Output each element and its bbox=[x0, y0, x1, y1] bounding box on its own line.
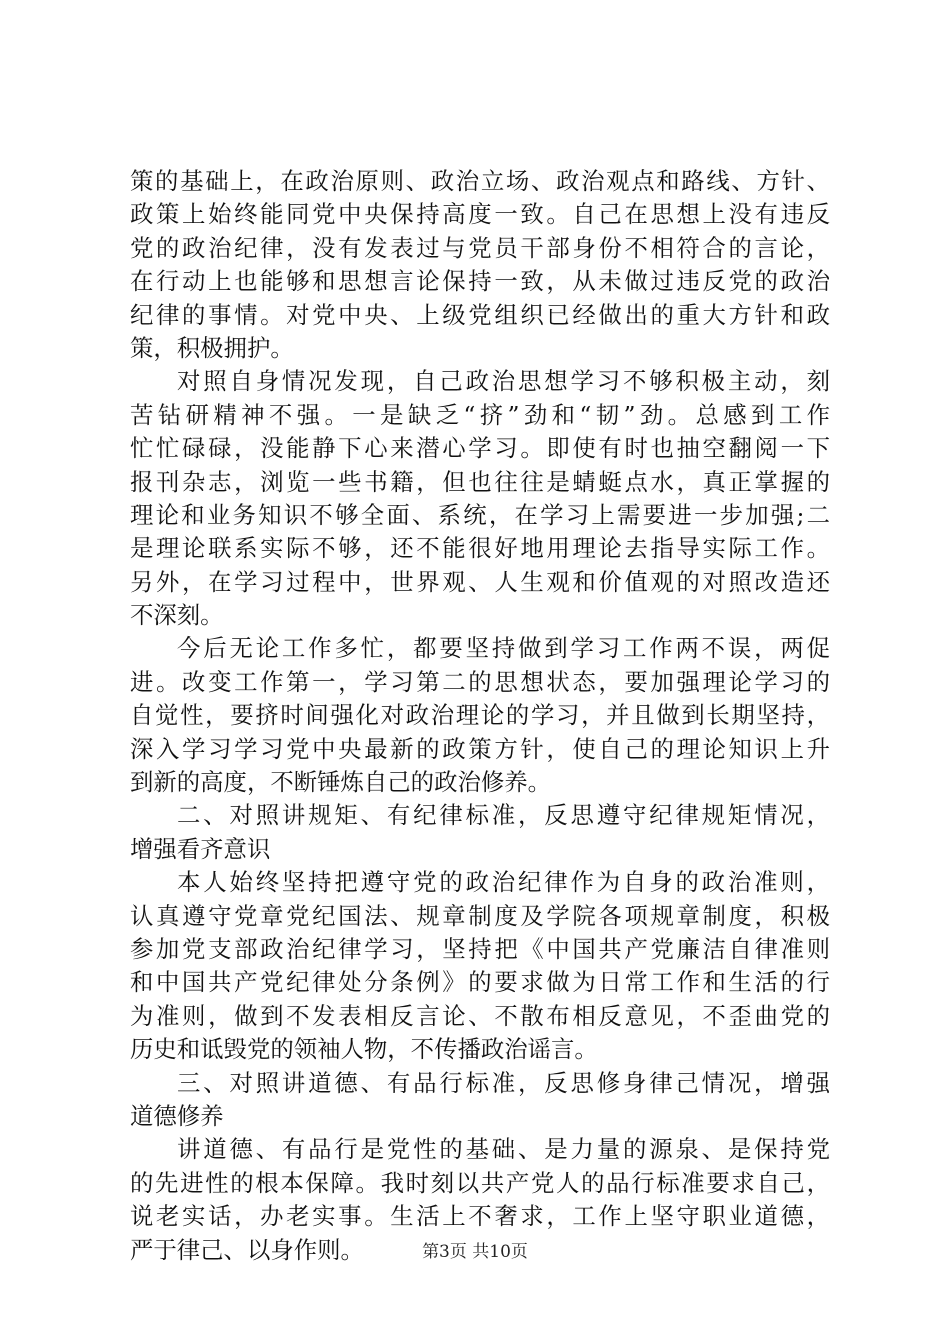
text-line: 策的基础上，在政治原则、政治立场、政治观点和路线、方针、 bbox=[130, 167, 830, 195]
text-line: 到新的高度，不断锤炼自己的政治修养。 bbox=[130, 768, 552, 797]
text-line: 忙忙碌碌，没能静下心来潜心学习。即使有时也抽空翻阅一下 bbox=[130, 434, 830, 463]
text-line: 为准则，做到不发表相反言论、不散布相反意见，不歪曲党的 bbox=[130, 1001, 830, 1030]
text-line: 讲道德、有品行是党性的基础、是力量的源泉、是保持党 bbox=[177, 1135, 830, 1164]
text-line: 今后无论工作多忙，都要坚持做到学习工作两不误，两促 bbox=[177, 634, 830, 663]
text-line: 对照自身情况发现，自己政治思想学习不够积极主动，刻 bbox=[177, 367, 830, 396]
text-line: 在行动上也能够和思想言论保持一致，从未做过违反党的政治 bbox=[130, 267, 830, 296]
text-line: 纪律的事情。对党中央、上级党组织已经做出的重大方针和政 bbox=[130, 300, 830, 329]
text-line: 深入学习学习党中央最新的政策方针，使自己的理论知识上升 bbox=[130, 734, 830, 763]
page-footer: 第3页 共10页 bbox=[422, 1242, 528, 1262]
text-line: 党的政治纪律，没有发表过与党员干部身份不相符合的言论， bbox=[130, 233, 830, 262]
text-line: 的先进性的根本保障。我时刻以共产党人的品行标准要求自己， bbox=[130, 1168, 830, 1197]
text-line: 增强看齐意识 bbox=[130, 834, 271, 863]
text-line: 道德修养 bbox=[130, 1101, 224, 1130]
text-line: 另外，在学习过程中，世界观、人生观和价值观的对照改造还 bbox=[130, 567, 830, 596]
text-line: 和中国共产党纪律处分条例》的要求做为日常工作和生活的行 bbox=[130, 968, 830, 997]
text-line: 自觉性，要挤时间强化对政治理论的学习，并且做到长期坚持， bbox=[130, 701, 830, 730]
text-line: 说老实话，办老实事。生活上不奢求，工作上坚守职业道德， bbox=[130, 1202, 830, 1231]
text-line: 苦钻研精神不强。一是缺乏“挤”劲和“韧”劲。总感到工作 bbox=[130, 400, 830, 429]
text-line: 三、对照讲道德、有品行标准，反思修身律己情况，增强 bbox=[177, 1068, 830, 1097]
text-line: 严于律己、以身作则。 bbox=[130, 1235, 364, 1264]
text-line: 参加党支部政治纪律学习，坚持把《中国共产党廉洁自律准则 bbox=[130, 934, 830, 963]
text-line: 理论和业务知识不够全面、系统，在学习上需要进一步加强;二 bbox=[130, 500, 830, 529]
text-line: 历史和诋毁党的领袖人物，不传播政治谣言。 bbox=[130, 1035, 598, 1064]
text-line: 进。改变工作第一，学习第二的思想状态，要加强理论学习的 bbox=[130, 667, 830, 696]
text-line: 二、对照讲规矩、有纪律标准，反思遵守纪律规矩情况， bbox=[177, 801, 830, 830]
text-line: 报刊杂志，浏览一些书籍，但也往往是蜻蜓点水，真正掌握的 bbox=[130, 467, 830, 496]
text-line: 本人始终坚持把遵守党的政治纪律作为自身的政治准则， bbox=[177, 868, 830, 897]
text-line: 是理论联系实际不够，还不能很好地用理论去指导实际工作。 bbox=[130, 534, 830, 563]
document-body bbox=[130, 165, 830, 1267]
text-line: 策，积极拥护。 bbox=[130, 333, 294, 362]
text-line: 认真遵守党章党纪国法、规章制度及学院各项规章制度，积极 bbox=[130, 901, 830, 930]
text-line: 政策上始终能同党中央保持高度一致。自己在思想上没有违反 bbox=[130, 200, 830, 229]
text-line: 不深刻。 bbox=[130, 601, 224, 630]
